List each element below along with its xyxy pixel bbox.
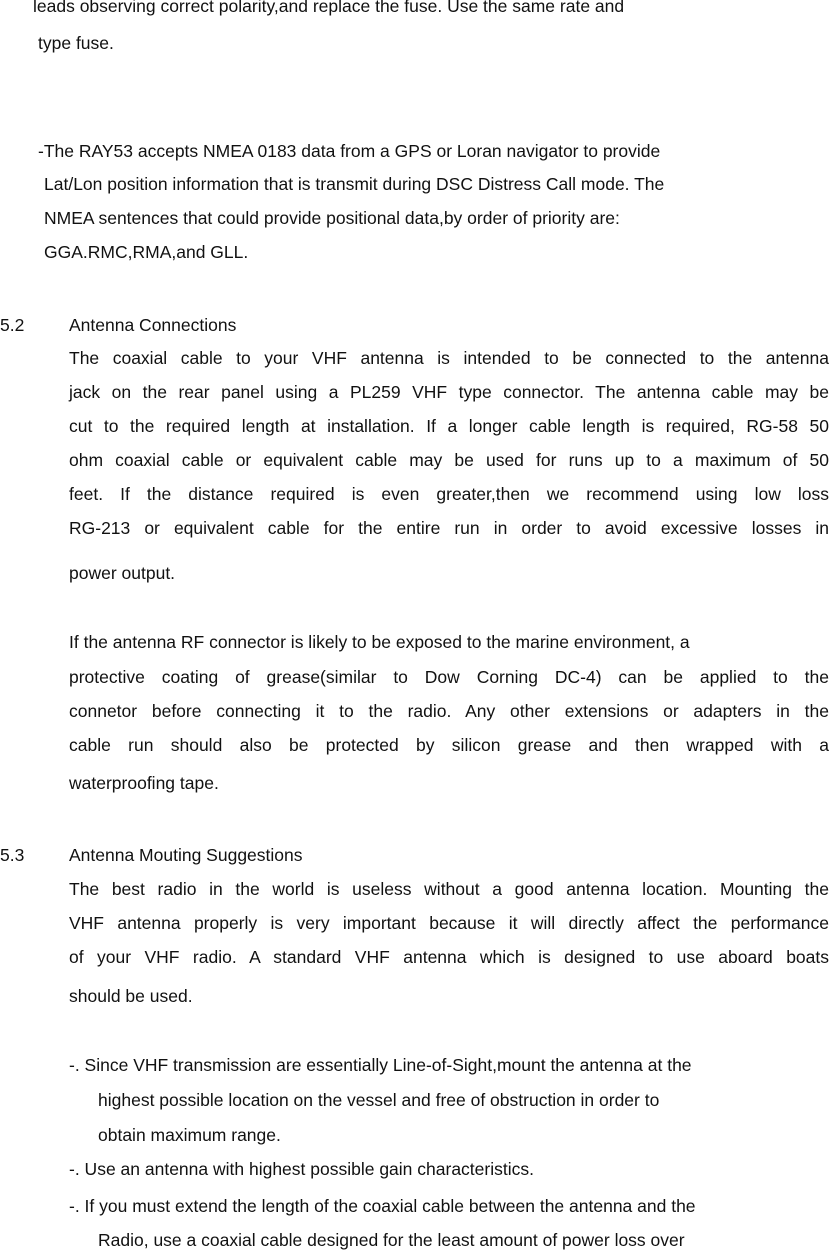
text-line: of your VHF radio. A standard VHF antenna which is designed to use aboard boats [69,947,829,967]
text-line: Lat/Lon position information that is transmit during DSC Distress Call mode. The [44,174,665,194]
section-title: Antenna Mouting Suggestions [69,845,303,865]
text-line: cable run should also be protected by silicon grease and then wrapped with a [69,735,829,755]
text-line: The coaxial cable to your VHF antenna is intended to be connected to the antenna [69,348,829,368]
list-item: Radio, use a coaxial cable designed for the least amount of power loss over [98,1230,685,1250]
text-line: NMEA sentences that could provide positional data,by order of priority are: [44,208,620,228]
section-number: 5.2 [0,315,25,335]
list-item: -. Since VHF transmission are essentially Line-of-Sight,mount the antenna at the [69,1055,692,1075]
text-line: connetor before connecting it to the radio. Any other extensions or adapters in the [69,701,829,721]
text-line: power output. [69,563,176,583]
text-line: -The RAY53 accepts NMEA 0183 data from a GPS or Loran navigator to provide [38,141,661,161]
section-number: 5.3 [0,845,25,865]
text-line: VHF antenna properly is very important because it will directly affect the performance [69,913,829,933]
text-line: protective coating of grease(similar to Dow Corning DC-4) can be applied to the [69,667,829,687]
text-line: leads observing correct polarity,and replace the fuse. Use the same rate and [33,0,625,16]
text-line: cut to the required length at installation. If a longer cable length is required, RG-58 50 [69,416,829,436]
text-line: type fuse. [38,33,114,53]
text-line: GGA.RMC,RMA,and GLL. [44,242,249,262]
text-line: RG-213 or equivalent cable for the entire run in order to avoid excessive losses in [69,518,829,538]
section-title: Antenna Connections [69,315,237,335]
text-line: waterproofing tape. [69,773,219,793]
text-line: jack on the rear panel using a PL259 VHF type connector. The antenna cable may be [69,382,829,402]
text-line: The best radio in the world is useless without a good antenna location. Mounting the [69,879,829,899]
text-line: should be used. [69,986,193,1006]
list-item: obtain maximum range. [98,1125,281,1145]
text-line: feet. If the distance required is even greater,then we recommend using low loss [69,484,829,504]
text-line: ohm coaxial cable or equivalent cable may be used for runs up to a maximum of 50 [69,450,829,470]
list-item: -. Use an antenna with highest possible gain characteristics. [69,1159,534,1179]
list-item: highest possible location on the vessel and free of obstruction in order to [98,1090,660,1110]
text-line: If the antenna RF connector is likely to be exposed to the marine environment, a [69,632,690,652]
list-item: -. If you must extend the length of the coaxial cable between the antenna and the [69,1196,696,1216]
